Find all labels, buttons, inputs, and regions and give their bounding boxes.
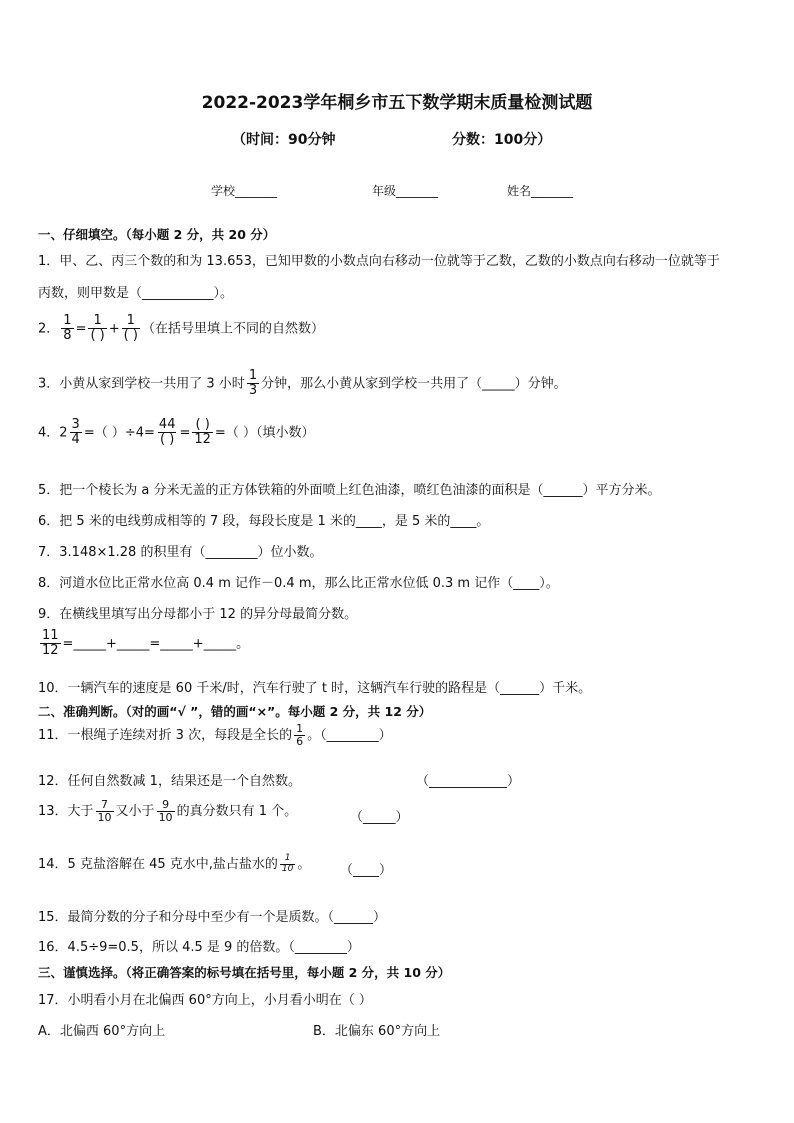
question-17: 17．小明看小月在北偏西 60°方向上，小月看小明在（ ）: [38, 993, 372, 1008]
grade-field: 年级_______: [372, 184, 439, 198]
question-10: 10．一辆汽车的速度是 60 千米/时，汽车行驶了 t 时，这辆汽车行驶的路程是（______）千米。: [38, 681, 592, 696]
equals-sign: =: [75, 321, 87, 337]
question-6: 6．把 5 米的电线剪成相等的 7 段，每段长度是 1 米的____，是 5 米的____。: [38, 514, 490, 529]
denominator: 12: [42, 643, 59, 659]
question-13-text-b: 又小于: [115, 804, 155, 820]
question-2: [38, 314, 324, 344]
section-2-heading: 二、准确判断。（对的画“√ ”，错的画“×”。每小题 2 分，共 12 分）: [38, 704, 432, 719]
name-field: 姓名_______: [507, 184, 574, 198]
fraction-blank-12: [192, 418, 213, 448]
question-4-division: =（ ）÷4=: [83, 425, 155, 441]
fraction-44-blank: [157, 418, 178, 448]
numerator: 9: [162, 798, 170, 811]
denominator-blank: ( ): [90, 328, 105, 344]
denominator: 8: [63, 328, 72, 344]
exam-score: 分数：100分）: [452, 132, 552, 148]
question-14-text-a: 14．5 克盐溶解在 45 克水中,盐占盐水的: [38, 857, 278, 872]
denominator: 10: [97, 811, 112, 825]
question-3: [38, 369, 567, 399]
fraction-7-10: [96, 799, 114, 824]
question-9-equation: [38, 629, 249, 659]
fraction-9-10: [157, 799, 175, 824]
fraction-1-3: [247, 369, 259, 399]
school-field: 学校_______: [211, 184, 278, 198]
fraction-1-8: [61, 314, 73, 344]
numerator: 1: [248, 368, 258, 383]
question-4: [38, 418, 314, 448]
question-14: [38, 853, 310, 875]
plus-sign: +: [108, 321, 120, 337]
fraction-11-12: [40, 629, 61, 659]
numerator: 3: [71, 417, 80, 432]
section-3-heading: 三、谨慎选择。（将正确答案的标号填在括号里，每小题 2 分，共 10 分）: [38, 965, 451, 980]
question-13-answer: （_____）: [350, 810, 409, 825]
section-1-heading: 一、仔细填空。（每小题 2 分，共 20 分）: [38, 227, 276, 242]
numerator: 1: [296, 722, 304, 735]
question-3-text-a: 3．小黄从家到学校一共用了 3 小时: [38, 376, 245, 392]
numerator: 1: [93, 313, 102, 328]
option-b: B．北偏东 60°方向上: [313, 1024, 441, 1039]
fraction-blank-1: [88, 314, 106, 344]
question-1-line-1: 1．甲、乙、丙三个数的和为 13.653，已知甲数的小数点向右移动一位就等于乙数，乙数的小数点向右移动一位就等于: [38, 254, 720, 269]
question-14-text-b: 。: [297, 857, 311, 872]
denominator: 3: [248, 383, 258, 399]
numerator: 7: [101, 798, 109, 811]
equals-sign: =: [179, 425, 191, 441]
numerator: 1: [63, 313, 72, 328]
question-13: [38, 799, 297, 824]
question-11-text-a: 11．一根绳子连续对折 3 次，每段是全长的: [38, 728, 293, 744]
denominator: 4: [71, 432, 80, 448]
denominator: 10: [158, 811, 173, 825]
question-16: 16．4.5÷9=0.5，所以 4.5 是 9 的倍数。（________）: [38, 940, 360, 955]
option-a: A．北偏西 60°方向上: [38, 1024, 166, 1039]
page-title: 2022-2023学年桐乡市五下数学期末质量检测试题: [201, 93, 593, 113]
denominator: 12: [194, 432, 211, 448]
question-2-instruction: （在括号里填上不同的自然数）: [141, 321, 324, 337]
question-3-text-b: 分钟，那么小黄从家到学校一共用了（_____）分钟。: [261, 376, 567, 392]
question-11-answer: 。（________）: [307, 728, 392, 744]
numerator: 11: [42, 628, 59, 643]
question-15: 15．最简分数的分子和分母中至少有一个是质数。（______）: [38, 910, 387, 925]
numerator-blank: ( ): [195, 417, 210, 432]
question-8: 8．河道水位比正常水位高 0.4 m 记作－0.4 m，那么比正常水位低 0.3 m 记作（____）。: [38, 576, 559, 591]
denominator-blank: ( ): [123, 328, 138, 344]
fraction-1-6: [294, 723, 305, 748]
question-2-number: 2．: [38, 321, 60, 337]
numerator: 44: [158, 417, 176, 432]
question-12: 12．任何自然数减 1，结果还是一个自然数。: [38, 774, 301, 789]
denominator-blank: ( ): [160, 432, 175, 448]
question-11: [38, 723, 392, 748]
denominator: 6: [296, 735, 304, 749]
question-1-line-2: 丙数，则甲数是（___________）。: [38, 286, 234, 301]
question-13-text-a: 13．大于: [38, 804, 94, 820]
exam-time: （时间：90分钟: [232, 132, 336, 148]
fraction-blank-2: [122, 314, 140, 344]
question-14-answer: （____）: [340, 863, 393, 878]
fraction-1-10: [280, 854, 295, 875]
question-9-blanks: =_____+_____=_____+_____。: [62, 636, 250, 652]
fraction-3-4: [70, 418, 82, 448]
question-12-answer: （____________）: [416, 774, 521, 789]
question-9: 9．在横线里填写出分母都小于 12 的异分母最简分数。: [38, 607, 358, 622]
numerator: 1: [126, 313, 135, 328]
question-5: 5．把一个棱长为 a 分米无盖的正方体铁箱的外面喷上红色油漆，喷红色油漆的面积是（______）平方分米。: [38, 483, 661, 498]
question-13-text-c: 的真分数只有 1 个。: [176, 804, 298, 820]
question-4-decimal: =（ ）（填小数）: [214, 425, 315, 441]
question-7: 7．3.148×1.28 的积里有（________）位小数。: [38, 545, 323, 560]
numerator: 1: [284, 853, 291, 864]
question-4-whole: 4．2: [38, 425, 68, 441]
denominator: 10: [281, 864, 294, 874]
